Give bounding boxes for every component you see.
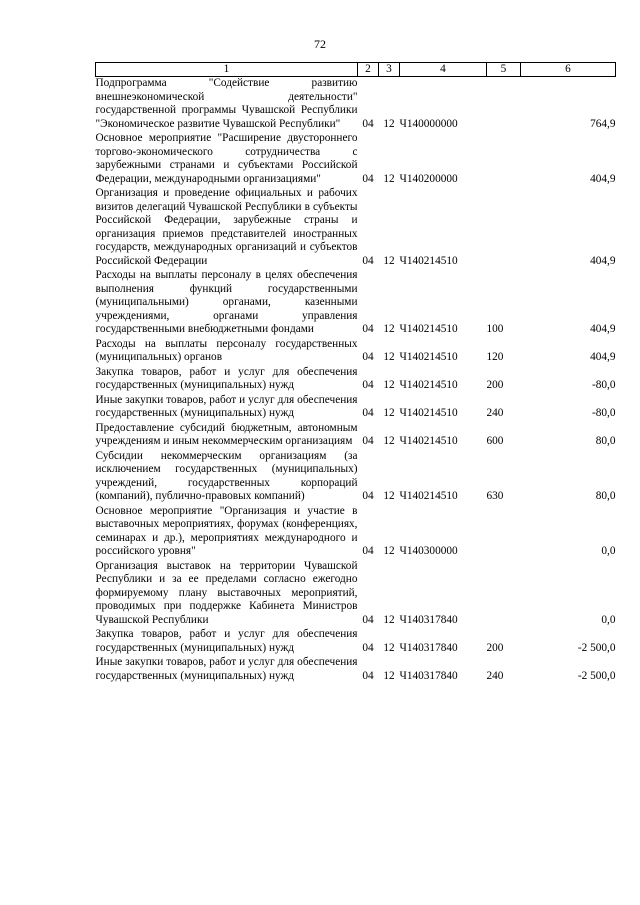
amount-cell: 0,0	[601, 613, 616, 626]
section-cell: 04	[362, 545, 374, 557]
row-name-cell: Предоставление субсидий бюджетным, автономным учреждениям и иным некоммерческим организациям	[95, 421, 358, 447]
expense-type-cell: 200	[486, 641, 504, 654]
table-row	[96, 394, 616, 422]
table-row	[96, 656, 616, 684]
table-row	[96, 269, 616, 338]
row-name-cell: Иные закупки товаров, работ и услуг для обеспечения государственных (муниципальных) нужд	[95, 393, 358, 419]
column-header: 5	[487, 63, 521, 77]
expense-type-cell: 600	[486, 435, 504, 447]
expense-type-cell	[487, 560, 521, 629]
column-header: 2	[358, 63, 379, 77]
target-article-cell: Ч140214510	[399, 323, 458, 335]
expense-type-cell: 200	[486, 379, 504, 391]
amount-cell: 80,0	[595, 490, 616, 502]
target-article-cell: Ч140300000	[399, 545, 458, 557]
subsection-cell: 12	[383, 379, 395, 391]
subsection-cell: 12	[383, 669, 395, 682]
expense-type-cell	[487, 505, 521, 560]
row-name-cell: Организация выставок на территории Чувашской Республики и за ее пределами согласно ежегодно формируемому плану выставочных мероприятий, проводимых при поддержке Кабинета Министров Чувашской Республики	[95, 559, 358, 626]
section-cell: 04	[362, 435, 374, 447]
section-cell: 04	[362, 407, 374, 419]
table-row	[96, 450, 616, 505]
table-row	[96, 338, 616, 366]
row-name-cell: Основное мероприятие "Расширение двустороннего торгово-экономического сотрудничества с зарубежными странами и субъектами Российской Федерации, международными организациями"	[95, 132, 358, 185]
row-name-cell: Расходы на выплаты персоналу государственных (муниципальных) органов	[95, 337, 358, 363]
section-cell: 04	[362, 254, 374, 267]
table-header-row	[96, 63, 616, 77]
target-article-cell: Ч140317840	[399, 641, 458, 654]
amount-cell: -80,0	[591, 407, 616, 419]
subsection-cell: 12	[383, 323, 395, 335]
subsection-cell: 12	[383, 254, 395, 267]
table-row	[96, 628, 616, 656]
subsection-cell: 12	[383, 172, 395, 185]
row-name-cell: Субсидии некоммерческим организациям (за исключением государственных (муниципальных) учреждений, государственных корпораций (компаний), публично-правовых компаний)	[95, 449, 358, 502]
table-row	[96, 505, 616, 560]
expense-type-cell: 630	[486, 490, 504, 502]
amount-cell: 764,9	[590, 117, 616, 130]
column-header: 3	[379, 63, 400, 77]
table-row	[96, 366, 616, 394]
section-cell: 04	[362, 669, 374, 682]
page-number: 72	[314, 37, 326, 51]
row-name-cell: Подпрограмма "Содействие развитию внешнеэкономической деятельности" государственной программы Чувашской Республики "Экономическое развитие Чувашской Республики"	[95, 77, 358, 130]
amount-cell: -2 500,0	[577, 641, 616, 654]
row-name-cell: Иные закупки товаров, работ и услуг для обеспечения государственных (муниципальных) нужд	[95, 656, 358, 682]
subsection-cell: 12	[383, 117, 395, 130]
section-cell: 04	[362, 379, 374, 391]
table-row	[96, 132, 616, 187]
table-row	[96, 187, 616, 269]
subsection-cell: 12	[383, 435, 395, 447]
expense-type-cell	[487, 77, 521, 133]
row-name-cell: Основное мероприятие "Организация и участие в выставочных мероприятиях, форумах (конференциях, семинарах и др.), мероприятиях международного и российского уровня"	[95, 504, 358, 557]
amount-cell: 80,0	[595, 435, 616, 447]
row-name-cell: Расходы на выплаты персоналу в целях обеспечения выполнения функций государственными (муниципальными) органами, казенными учреждениями, органами управления государственными внебюджетными фондами	[95, 269, 358, 335]
expense-type-cell	[487, 132, 521, 187]
column-header: 1	[96, 63, 358, 77]
amount-cell: 0,0	[601, 545, 616, 557]
subsection-cell: 12	[383, 641, 395, 654]
amount-cell: 404,9	[590, 351, 616, 363]
target-article-cell: Ч140214510	[399, 379, 458, 391]
amount-cell: 404,9	[590, 254, 616, 267]
column-header: 4	[400, 63, 487, 77]
expense-type-cell: 240	[486, 407, 504, 419]
column-header: 6	[521, 63, 616, 77]
subsection-cell: 12	[383, 351, 395, 363]
target-article-cell: Ч140214510	[399, 254, 458, 267]
subsection-cell: 12	[383, 407, 395, 419]
expense-type-cell: 100	[486, 323, 504, 335]
subsection-cell: 12	[383, 545, 395, 557]
expense-type-cell	[487, 187, 521, 269]
target-article-cell: Ч140214510	[399, 490, 458, 502]
subsection-cell: 12	[383, 490, 395, 502]
subsection-cell: 12	[383, 613, 395, 626]
target-article-cell: Ч140214510	[399, 351, 458, 363]
table-row	[96, 560, 616, 629]
section-cell: 04	[362, 117, 374, 130]
target-article-cell: Ч140214510	[399, 407, 458, 419]
target-article-cell: Ч140200000	[399, 172, 458, 185]
row-name-cell: Закупка товаров, работ и услуг для обеспечения государственных (муниципальных) нужд	[95, 628, 358, 654]
target-article-cell: Ч140000000	[399, 117, 458, 130]
amount-cell: -2 500,0	[577, 669, 616, 682]
target-article-cell: Ч140214510	[399, 435, 458, 447]
row-name-cell: Организация и проведение официальных и рабочих визитов делегаций Чувашской Республики в субъекты Российской Федерации, зарубежные страны и организация приемов представителей иностранных государств, международных организаций и субъектов Российской Федерации	[95, 187, 358, 267]
amount-cell: 404,9	[590, 172, 616, 185]
section-cell: 04	[362, 172, 374, 185]
amount-cell: 404,9	[590, 323, 616, 335]
target-article-cell: Ч140317840	[399, 669, 458, 682]
target-article-cell: Ч140317840	[399, 613, 458, 626]
row-name-cell: Закупка товаров, работ и услуг для обеспечения государственных (муниципальных) нужд	[95, 365, 358, 391]
section-cell: 04	[362, 613, 374, 626]
section-cell: 04	[362, 351, 374, 363]
section-cell: 04	[362, 641, 374, 654]
table-row	[96, 422, 616, 450]
budget-table	[95, 62, 616, 684]
section-cell: 04	[362, 490, 374, 502]
expense-type-cell: 240	[486, 669, 504, 682]
table-row	[96, 77, 616, 133]
amount-cell: -80,0	[591, 379, 616, 391]
expense-type-cell: 120	[486, 351, 504, 363]
section-cell: 04	[362, 323, 374, 335]
